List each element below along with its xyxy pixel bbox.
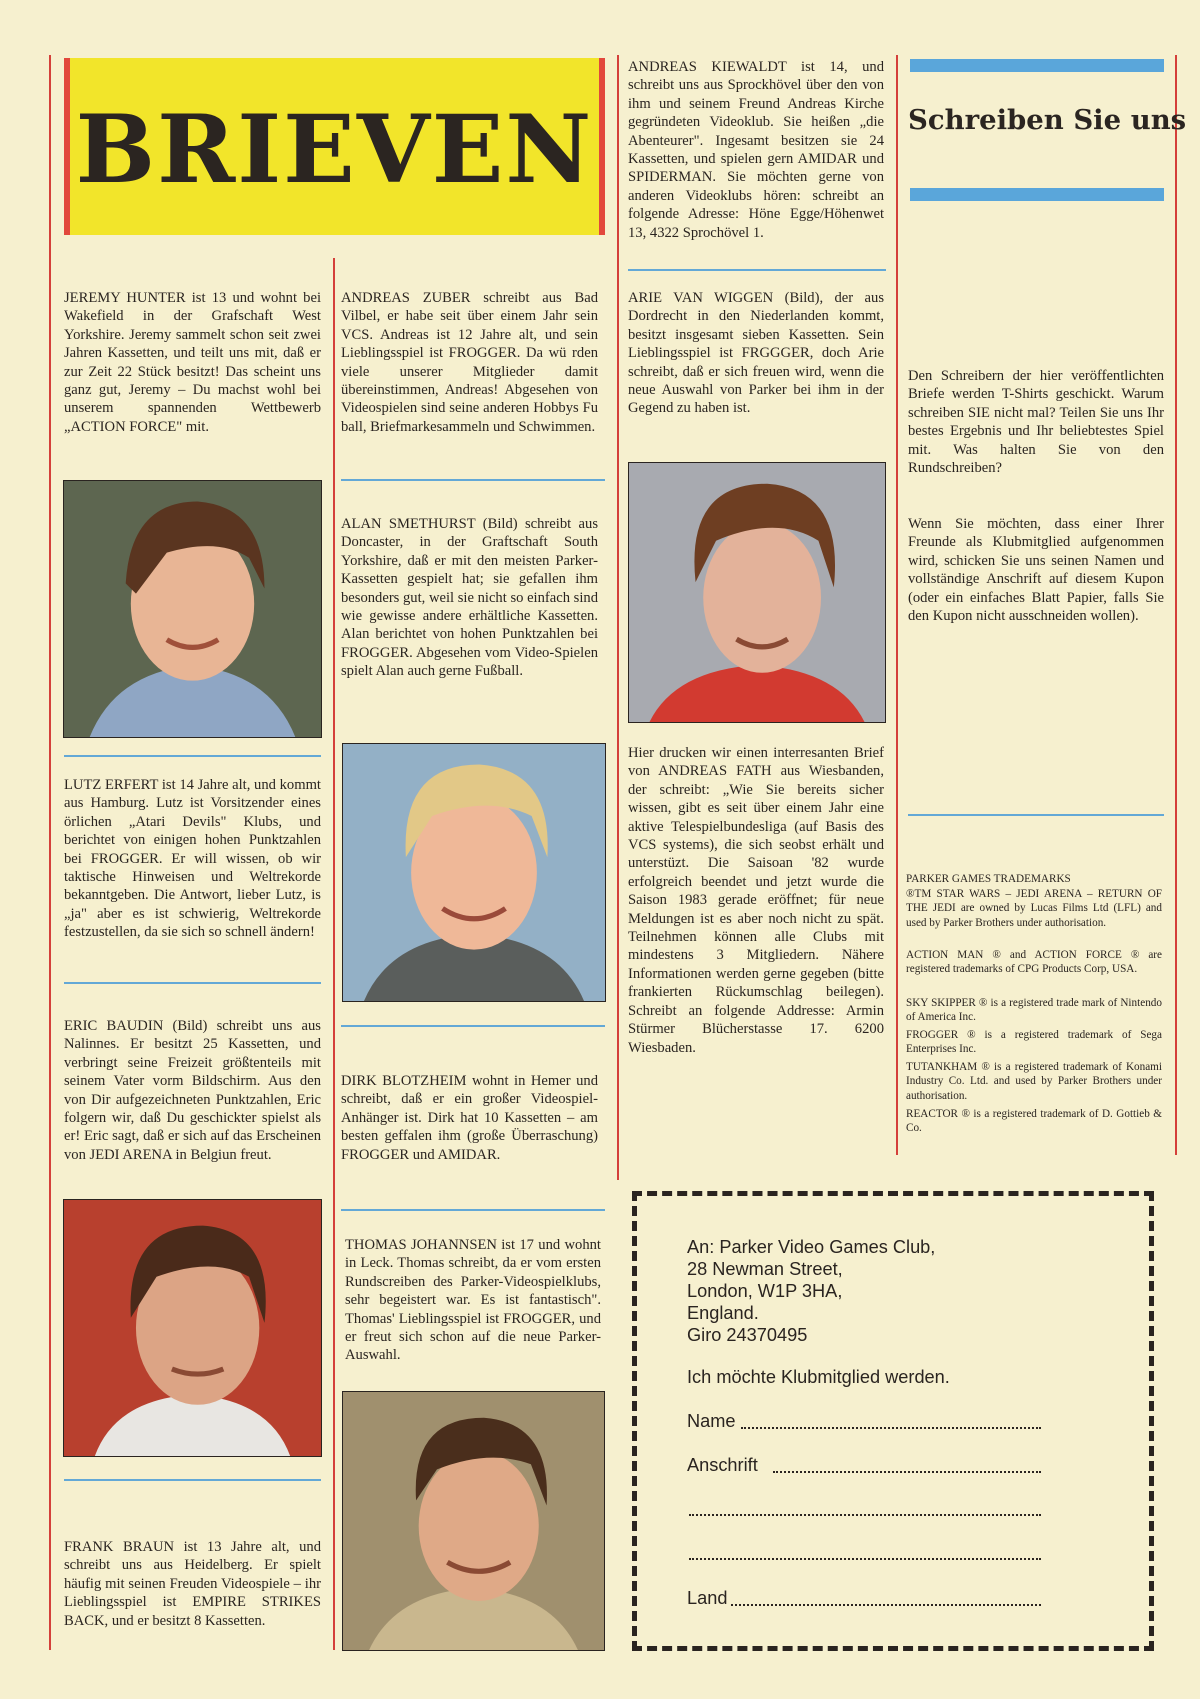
trademark-note: ®TM STAR WARS – JEDI ARENA – RETURN OF THE JEDI are owned by Lucas Films Ltd (LFL) and used by Parker Brothers under authorisation. [906,888,1162,929]
membership-coupon[interactable] [632,1191,1154,1651]
portrait-photo-icon [64,481,321,737]
photo-eric [63,1199,322,1457]
letter-alan: ALAN SMETHURST (Bild) schreibt aus Doncaster, in der Graftschaft South Yorkshire, daß er mit den meisten Parker-Kassetten gespielt hat; sie gefallen ihm besonders gut, weil sie nicht so einfach sind wie gewisse andere erhältliche Kassetten. Alan berichtet von hohen Punktzahlen bei FROGGER. Abgesehen vom Video-Spielen spielt Alan auch gerne Fußball. [341,516,598,680]
trademark-note: FROGGER ® is a registered trademark of Sega Enterprises Inc. [906,1029,1162,1056]
sidebar-paragraph: Den Schreibern der hier veröffentlichten Briefe werden T-Shirts geschickt. Warum schreiben SIE nicht mal? Teilen Sie uns Ihr bestes Ergebnis und Ihr beliebtestes Spiel mit. Was halten Sie von den Rundschreiben? [908,368,1164,477]
letter-kiewaldt: ANDREAS KIEWALDT ist 14, und schreibt uns aus Sprockhövel über den von ihm und seinem Freund Andreas Kirche gegründeten Videoklub. Sie heißen „die Abenteurer". Ingesamt besitzen sie 24 Kassetten, und spielen gern AMIDAR und SPIDERMAN. Sie möchten gerne von anderen Videoklubs hören: schreibt an folgende Adresse: Höne Egge/Höhenwet 13, 4322 Sprochövel 1. [628,59,884,241]
trademark-note: TUTANKHAM ® is a registered trademark of Konami Industry Co. Ltd. and used by Parker Brothers under authorisation. [906,1061,1162,1102]
divider [64,982,321,984]
portrait-photo-icon [64,1200,321,1456]
country-label: Land [687,1588,728,1608]
coupon-address-line: An: Parker Video Games Club, [687,1237,936,1257]
country-field[interactable] [731,1604,1041,1606]
name-label: Name [687,1411,736,1431]
coupon-address-line: England. [687,1303,759,1323]
divider [64,755,321,757]
page-title: BRIEVEN [75,95,594,205]
divider [341,1209,605,1211]
trademark-note: ACTION MAN ® and ACTION FORCE ® are registered trademarks of CPG Products Corp, USA. [906,949,1162,976]
divider [64,1479,321,1481]
photo-jeremy [63,480,322,738]
letter-zuber: ANDREAS ZUBER schreibt aus Bad Vilbel, er habe seit über einem Jahr sein VCS. Andreas ist 12 Jahre alt, und sein Lieblingsspiel ist FROGGER. Da wü rden viele unserer Mitglieder damit übereinstimmen, Andreas! Abgesehen von Videospielen sind seine anderen Hobbys Fu ball, Briefmarkesammeln und Schwimmen. [341,290,598,435]
portrait-photo-icon [629,463,885,722]
sidebar-paragraph: Wenn Sie möchten, dass einer Ihrer Freunde als Klubmitglied aufgenommen wird, schicken Sie uns seinen Namen und vollständige Anschrift auf diesem Kupon (oder ein einfaches Blatt Papier, falls Sie den Kupon nicht ausschneiden wollen). [908,516,1164,625]
letter-eric: ERIC BAUDIN (Bild) schreibt uns aus Nalinnes. Er besitzt 25 Kassetten, und verbringt seine Freizeit größtenteils mit seinem Vater vorm Bildschirm. Aus den von Dir aufgezeichneten Punktzahlen, Eric folgern wir, daß Du geschickter spielst als er! Eric sagt, daß er sich auf das Erscheinen von JEDI ARENA in Belgiun freut. [64,1018,321,1163]
coupon-address-line: Giro 24370495 [687,1325,808,1345]
divider [341,479,605,481]
letter-dirk: DIRK BLOTZHEIM wohnt in Hemer und schreibt, daß er ein großer Videospiel-Anhänger ist. Dirk hat 10 Kassetten – am besten geffalen ihm (große Überraschung) FROGGER und AMIDAR. [341,1073,598,1163]
divider [908,814,1164,816]
column-rule [896,55,898,1155]
name-field[interactable] [741,1427,1041,1429]
coupon-join-text: Ich möchte Klubmitglied werden. [687,1367,950,1387]
letter-frank: FRANK BRAUN ist 13 Jahre alt, und schreibt uns aus Heidelberg. Er spielt häufig mit seinen Freuden Videospiele – ihr Lieblingsspiel ist EMPIRE STRIKES BACK, und er besitzt 8 Kassetten. [64,1539,321,1629]
address-label: Anschrift [687,1455,758,1475]
accent-bar [910,188,1164,201]
letter-lutz: LUTZ ERFERT ist 14 Jahre alt, und kommt aus Hamburg. Lutz ist Vorsitzender eines örlichen „Atari Devils" Klubs, und berichtet von einigen hohen Punktzahlen bei FROGGER. Er will wissen, ob wir taktische Hinweisen und Weltrekorde bekanntgeben. Die Antwort, lieber Lutz, is „ja" aber es ist schwierig, Weltrekorde festzustellen, da sie sich so schnell ändern! [64,777,321,941]
trademarks-heading: PARKER GAMES TRADEMARKS [906,873,1071,885]
coupon-address-line: 28 Newman Street, [687,1259,843,1279]
portrait-photo-icon [343,1392,604,1650]
address-field-line[interactable] [689,1558,1041,1560]
sidebar-title: Schreiben Sie uns [908,104,1187,136]
address-field-line[interactable] [689,1514,1041,1516]
letter-jeremy: JEREMY HUNTER ist 13 und wohnt bei Wakefield in der Grafschaft West Yorkshire. Jeremy sammelt schon seit zwei Jahren Kassetten, und teilt uns mit, daß er zur Zeit 22 Stück besitzt! Das scheint uns ganz gut, Jeremy – Du machst wohl bei unserem spannenden Wettbewerb „ACTION FORCE" mit. [64,290,321,435]
letter-arie: ARIE VAN WIGGEN (Bild), der aus Dordrecht in den Niederlanden kommt, besitzt insgesamt sieben Kassetten. Sein Lieblingsspiel ist FRGGGER, doch Arie schreibt, daß er sich freuen wird, wenn die neue Auswahl von Parker bei ihm in der Gegend zu haben ist. [628,290,884,417]
portrait-photo-icon [343,744,605,1001]
photo-alan [342,743,606,1002]
accent-bar [910,59,1164,72]
coupon-address-line: London, W1P 3HA, [687,1281,843,1301]
divider [628,269,886,271]
column-rule [49,55,51,1650]
trademark-note: REACTOR ® is a registered trademark of D. Gottieb & Co. [906,1108,1162,1135]
letter-fath: Hier drucken wir einen interresanten Brief von ANDREAS FATH aus Wiesbanden, der schreibt: „Wie Sie bereits sicher wissen, gibt es seit über einem Jahr eine aktive Telespielbundesliga (auf Basis des VCS systems), die sich seobst erhält und unterstüzt. Die Saisoan '82 wurde erfolgreich beendet und jetzt wurde die Saison 1983 gerade eröffnet; für neue Meldungen ist es aber noch nicht zu spät. Teilnehmen können alle Clubs mit mindestens 3 Mitgliedern. Nähere Informationen werden gerne gegeben (bitte frankierten Rückumschlag beilegen). Schreibt an folgende Addresse: Armin Stürmer Blücherstasse 17. 6200 Wiesbaden. [628,745,884,1056]
column-rule [1175,55,1177,1155]
address-field[interactable] [773,1471,1041,1473]
photo-thomas [342,1391,605,1651]
title-banner [64,58,605,235]
photo-arie [628,462,886,723]
column-rule [333,258,335,1650]
column-rule [617,55,619,1180]
trademark-note: SKY SKIPPER ® is a registered trade mark of Nintendo of America Inc. [906,997,1162,1024]
divider [341,1025,605,1027]
letter-thomas: THOMAS JOHANNSEN ist 17 und wohnt in Leck. Thomas schreibt, da er vom ersten Rundscreiben des Parker-Videospielklubs, sehr begeistert war. Es ist fantastisch". Thomas' Lieblingsspiel ist FROGGER, und er freut sich schon auf die neue Parker-Auswahl. [345,1237,601,1364]
